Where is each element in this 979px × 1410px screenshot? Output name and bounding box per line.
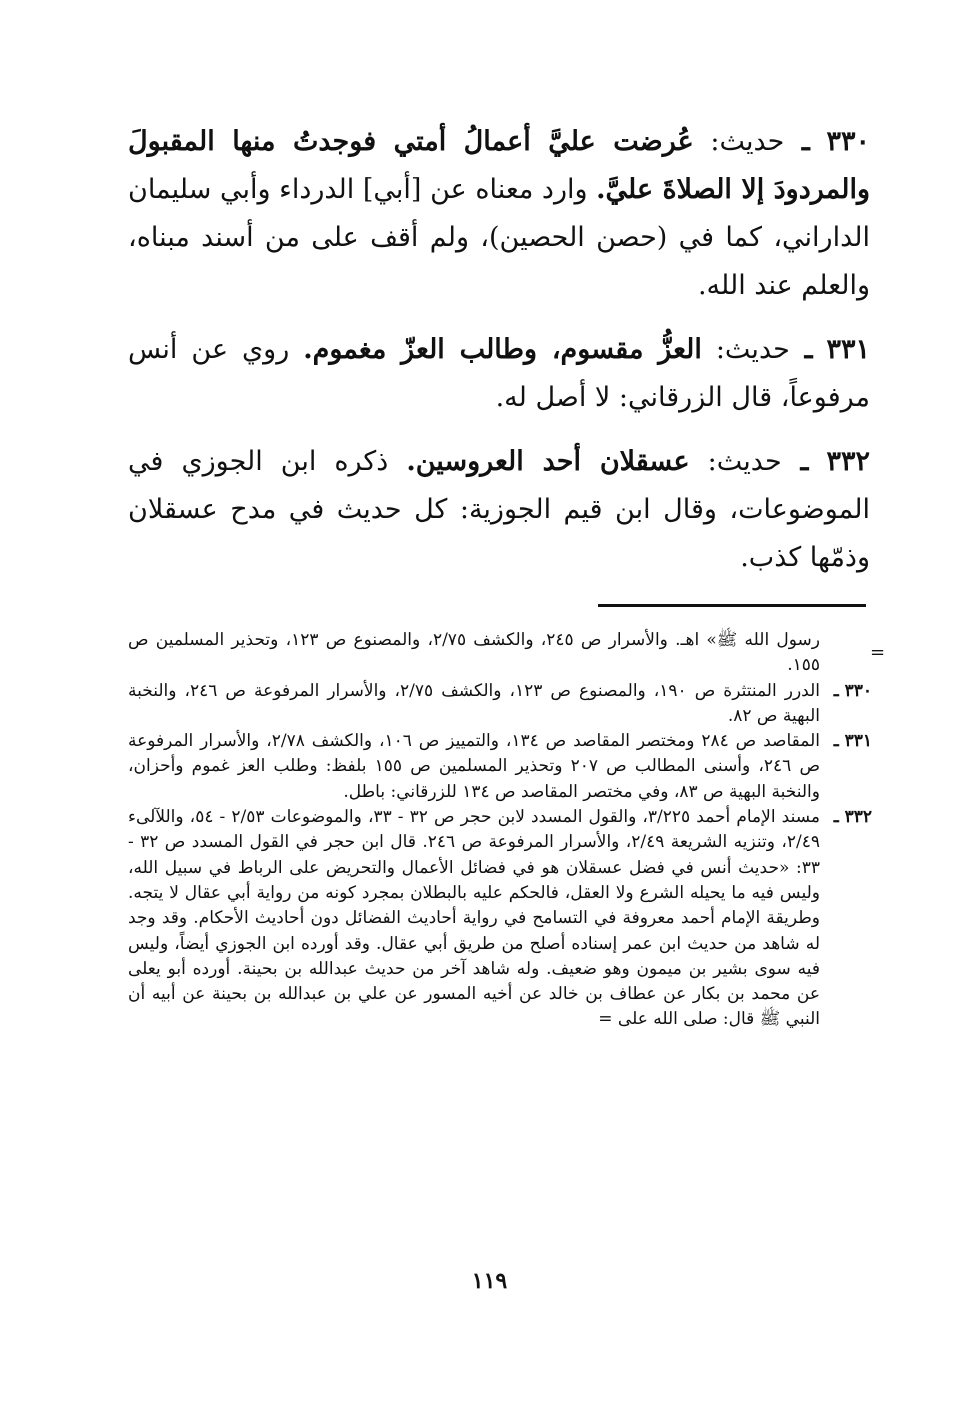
footnote-text: رسول الله ﷺ» اهـ. والأسرار ص ٢٤٥، والكشف ٢/٧٥، والمصنوع ص ١٢٣، وتحذير المسلمين ص ١٥٥. bbox=[128, 630, 821, 676]
entry-commentary: وارد معناه عن [أبي] الدرداء وأبي سليمان الداراني، كما في (حصن الحصين)، ولم أقف على من أسند مبناه، والعلم عند الله. bbox=[128, 174, 870, 301]
footnote-number: ٣٣١ ـ bbox=[833, 731, 872, 752]
footnote-330 bbox=[128, 679, 872, 730]
footnote-continuation bbox=[128, 628, 872, 679]
footnote-text: المقاصد ص ٢٨٤ ومختصر المقاصد ص ١٣٤، والتمييز ص ١٠٦، والكشف ٢/٧٨، والأسرار المرفوعة ص ٢٤٦، وأسنى المطالب ص ٢٠٧ وتحذير المسلمين ص ١٥٥ بلفظ: وطلب العز غموم وأحزان، والنخبة البهية ص ٨٣، وفي مختصر المقاصد ص ١٣٤ للزرقاني: باطل. bbox=[128, 731, 821, 802]
entry-332: ٣٣٢ ـ حديث: عسقلان أحد العروسين. ذكره ابن الجوزي في الموضوعات، وقال ابن قيم الجوزية: كل حديث في مدح عسقلان وذمّها كذب. bbox=[128, 446, 870, 573]
hadith-text: العزُّ مقسوم، وطالب العزّ مغموم. bbox=[303, 334, 702, 365]
footnote-331 bbox=[128, 729, 872, 805]
footnote-separator bbox=[598, 604, 866, 607]
entry-label: حديث: bbox=[710, 126, 785, 157]
hadith-text: عسقلان أحد العروسين. bbox=[406, 446, 690, 477]
entry-330: ٣٣٠ ـ حديث: عُرضت عليَّ أعمالُ أمتي فوجدتُ منها المقبولَ والمردودَ إلا الصلاةَ عليَّ. وارد معناه عن [أبي] الدرداء وأبي سليمان الداراني، كما في (حصن الحصين)، ولم أقف على من أسند مبناه، والعلم عند الله. bbox=[128, 126, 871, 301]
footnote-number: ٣٣٢ ـ bbox=[833, 807, 872, 828]
continuation-mark: = bbox=[870, 642, 886, 663]
hadith-text: عُرضت عليَّ أعمالُ أمتي فوجدتُ منها المقبولَ والمردودَ إلا الصلاةَ عليَّ. bbox=[128, 126, 871, 205]
entry-label: حديث: bbox=[707, 446, 782, 477]
main-text bbox=[128, 118, 870, 598]
entry-number: ٣٣١ bbox=[826, 334, 870, 365]
footnote-text: الدرر المنتثرة ص ١٩٠، والمصنوع ص ١٢٣، والكشف ٢/٧٥، والأسرار المرفوعة ص ٢٤٦، والنخبة البهية ص ٨٢. bbox=[128, 680, 820, 726]
footnote-332 bbox=[128, 805, 872, 1033]
entry-number: ٣٣٢ bbox=[826, 446, 870, 477]
entry-331: ٣٣١ ـ حديث: العزُّ مقسوم، وطالب العزّ مغموم. روي عن أنس مرفوعاً، قال الزرقاني: لا أصل له. bbox=[128, 334, 870, 413]
entry-number: ٣٣٠ bbox=[826, 126, 870, 157]
entry-commentary: روي عن أنس مرفوعاً، قال الزرقاني: لا أصل له. bbox=[128, 334, 870, 413]
entry-commentary: ذكره ابن الجوزي في الموضوعات، وقال ابن قيم الجوزية: كل حديث في مدح عسقلان وذمّها كذب. bbox=[128, 446, 870, 573]
footnote-number: ٣٣٠ ـ bbox=[833, 680, 872, 701]
footnote-text: مسند الإمام أحمد ٣/٢٢٥، والقول المسدد لابن حجر ص ٣٢ - ٣٣، والموضوعات ٢/٥٣ - ٥٤، واللآلىء ٢/٤٩، وتنزيه الشريعة ٢/٤٩، والأسرار المرفوعة ص ٢٤٦. قال ابن حجر في القول المسدد ص ٣٢ - ٣٣: «حديث أنس في فضل عسقلان هو في فضائل الأعمال والتحريض على الرباط في سبيل الله، وليس فيه ما يحيله الشرع ولا العقل، فالحكم عليه بالبطلان بمجرد كونه من رواية أبي عقال لا يتجه. وطريقة الإمام أحمد معروفة في التسامح في رواية أحاديث الفضائل دون أحاديث الأحكام. وقد وجد له شاهد من حديث ابن عمر إسناده أصلح من طريق أبي عقال. وقد أورده ابن الجوزي أيضاً، وليس فيه سوى بشير بن ميمون وهو ضعيف. وله شاهد آخر من حديث عبدالله بن بحينة. أورده أبو يعلى عن محمد بن بكار عن عطاف بن خالد عن أخيه المسور عن علي بن عبدالله بن بحينة عن أبيه أن النبي ﷺ قال: صلى الله على = bbox=[128, 807, 820, 1030]
footnotes bbox=[128, 628, 872, 1033]
entry-label: حديث: bbox=[715, 334, 790, 365]
page-number: ١١٩ bbox=[471, 1268, 508, 1294]
